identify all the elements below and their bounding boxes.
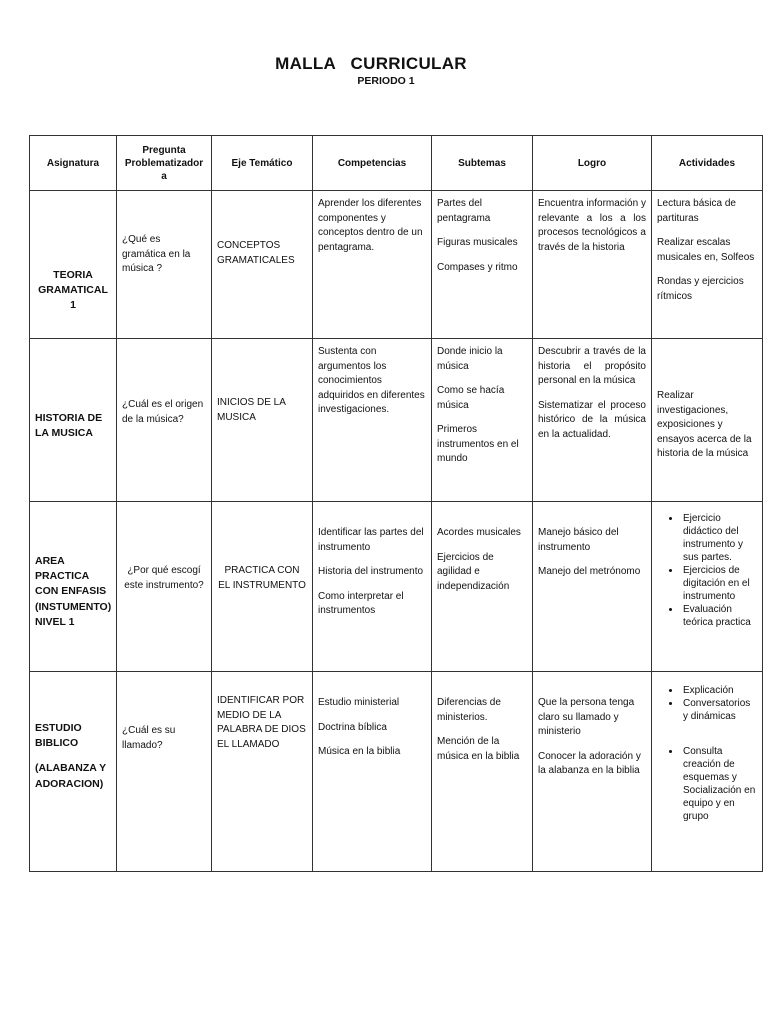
competency-item: Sustenta con argumentos los conocimientos adquiridos en diferentes investigaciones. [318, 346, 425, 415]
activities-cell [652, 672, 763, 872]
achievements-cell [533, 502, 652, 672]
column-header: Logro [533, 136, 652, 191]
achievement-item: Manejo básico del instrumento [538, 527, 619, 553]
achievements-cell [533, 339, 652, 502]
activity-item: Realizar investigaciones, exposiciones y ensayos acerca de la historia de la música [657, 390, 752, 459]
table-row [30, 502, 763, 672]
activity-item: • Evaluación teórica practica [681, 603, 757, 629]
activity-item: • Consulta creación de esquemas y Socialización en equipo y en grupo [681, 745, 757, 823]
document-title: MALLA CURRICULAR [275, 54, 467, 73]
column-header: Pregunta Problematizador a [117, 136, 212, 191]
subtopic-item: Primeros instrumentos en el mundo [437, 424, 519, 464]
subtopic-item: Compases y ritmo [437, 261, 518, 273]
activity-item: • Conversatorios y dinámicas [681, 697, 757, 723]
subtopics-cell [432, 339, 533, 502]
subtopic-item: Mención de la música en la biblia [437, 736, 520, 762]
document-subtitle: PERIODO 1 [357, 75, 415, 87]
achievement-item: Sistematizar el proceso histórico de la música en la actualidad. [538, 399, 646, 440]
competencies-cell [313, 502, 432, 672]
question-cell: ¿Qué es gramática en la música ? [117, 191, 212, 339]
column-header: Asignatura [30, 136, 117, 191]
table-row [30, 672, 763, 872]
competencies-cell [313, 339, 432, 502]
competency-item: Identificar las partes del instrumento [318, 527, 424, 553]
axis-cell: IDENTIFICAR POR MEDIO DE LA PALABRA DE DIOS EL LLAMADO [212, 672, 313, 872]
activities-cell [652, 502, 763, 672]
achievement-item: Encuentra información y relevante a los a los procesos tecnológicos a través de la historia [538, 198, 646, 253]
subject-cell: TEORIA GRAMATICAL 1 [30, 191, 117, 339]
activity-item: Realizar escalas musicales en, Solfeos [657, 237, 755, 263]
achievement-item: Descubrir a través de la historia el propósito personal en la música [538, 346, 646, 386]
activity-item: • Explicación [681, 684, 757, 697]
subject-subtitle: (ALABANZA Y ADORACION) [35, 762, 106, 790]
competency-item: Como interpretar el instrumentos [318, 590, 404, 616]
achievement-item: Que la persona tenga claro su llamado y ministerio [538, 697, 635, 737]
subtopic-item: Como se hacía música [437, 385, 505, 411]
question-cell: ¿Cuál es su llamado? [117, 672, 212, 872]
competency-item: Estudio ministerial [318, 697, 400, 708]
competencies-cell [313, 191, 432, 339]
activities-cell [652, 339, 763, 502]
curriculum-table [29, 135, 763, 872]
table-header-row [30, 136, 763, 191]
competency-item: Música en la biblia [318, 746, 401, 757]
achievements-cell [533, 672, 652, 872]
subject-title: ESTUDIO BIBLICO [35, 722, 82, 750]
subtopic-item: Donde inicio la música [437, 346, 503, 372]
subtopics-cell [432, 191, 533, 339]
achievement-item: Manejo del metrónomo [538, 566, 641, 577]
activity-item: • Ejercicios de digitación en el instrumento [681, 564, 757, 603]
achievement-item: Conocer la adoración y la alabanza en la biblia [538, 750, 641, 776]
column-header: Subtemas [432, 136, 533, 191]
subject-cell: HISTORIA DE LA MUSICA [30, 339, 117, 502]
column-header: Eje Temático [212, 136, 313, 191]
achievements-cell [533, 191, 652, 339]
table-row [30, 339, 763, 502]
subtopics-cell [432, 672, 533, 872]
competency-item: Historia del instrumento [318, 566, 424, 577]
activity-item: • Ejercicio didáctico del instrumento y sus partes. [681, 512, 757, 564]
activity-item: Lectura básica de partituras [657, 198, 736, 224]
axis-cell: INICIOS DE LA MUSICA [212, 339, 313, 502]
column-header: Competencias [313, 136, 432, 191]
table-row [30, 191, 763, 339]
subtopic-item: Ejercicios de agilidad e independización [437, 551, 510, 592]
subtopic-item: Diferencias de ministerios. [437, 697, 501, 723]
subtopic-item: Partes del pentagrama [437, 198, 491, 224]
axis-cell: PRACTICA CON EL INSTRUMENTO [212, 502, 313, 672]
subject-cell: AREA PRACTICA CON ENFASIS (INSTUMENTO) NIVEL 1 [30, 502, 117, 672]
question-cell: ¿Cuál es el origen de la música? [117, 339, 212, 502]
question-cell: ¿Por qué escogí este instrumento? [117, 502, 212, 672]
competencies-cell [313, 672, 432, 872]
competency-item: Doctrina bíblica [318, 721, 387, 733]
competency-item: Aprender los diferentes componentes y conceptos dentro de un pentagrama. [318, 198, 423, 253]
subtopic-item: Acordes musicales [437, 527, 521, 538]
subject-cell [30, 672, 117, 872]
column-header: Actividades [652, 136, 763, 191]
activities-cell [652, 191, 763, 339]
activity-item: Rondas y ejercicios rítmicos [657, 276, 744, 302]
subtopic-item: Figuras musicales [437, 237, 518, 248]
axis-cell: CONCEPTOS GRAMATICALES [212, 191, 313, 339]
subtopics-cell [432, 502, 533, 672]
